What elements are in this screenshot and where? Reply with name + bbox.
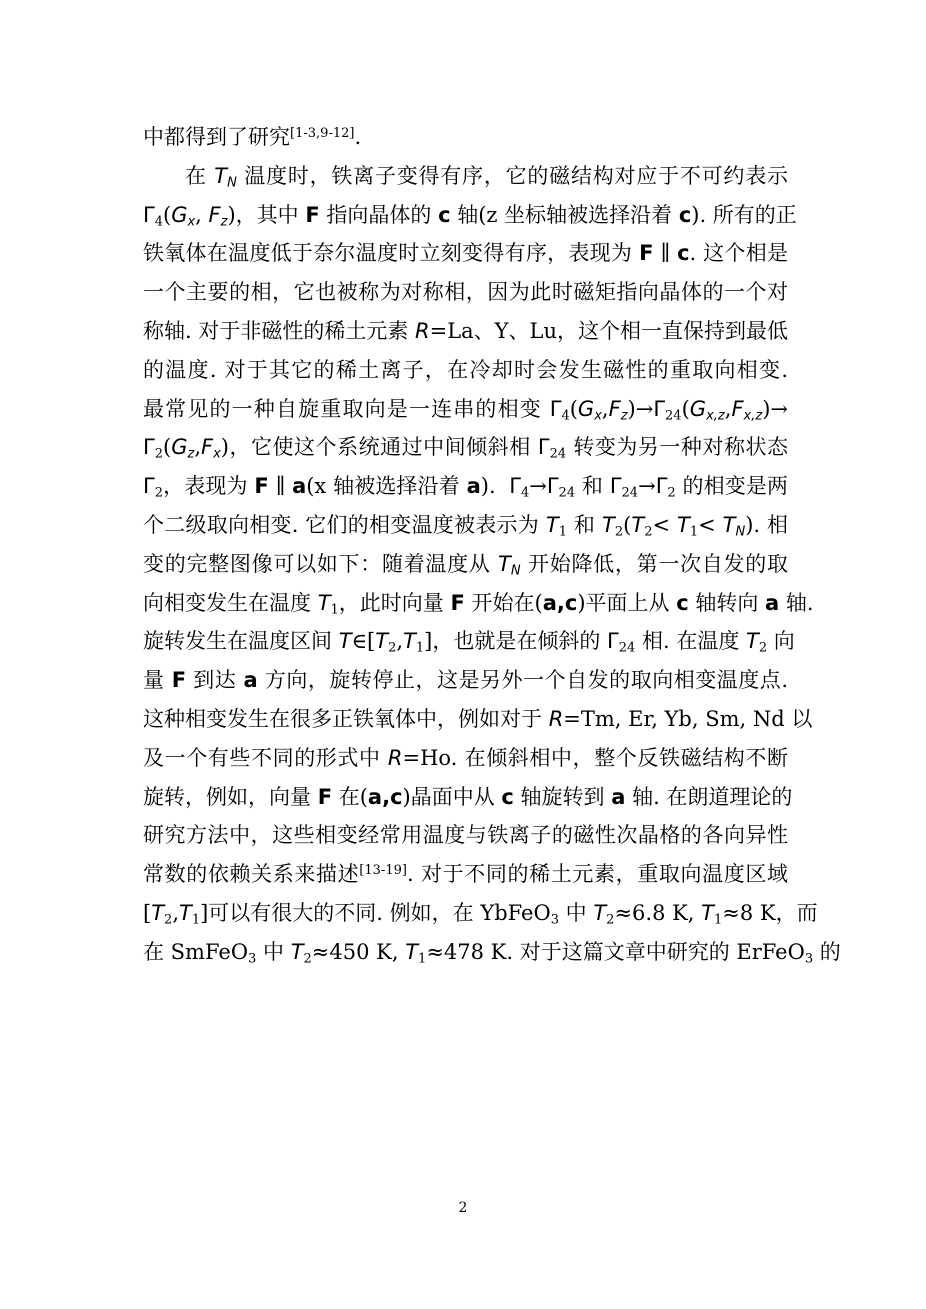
text-line-17: 及一个有些不同的形式中 R=Ho. 在倾斜相中，整个反铁磁结构不断 xyxy=(143,745,788,770)
citation: [13-19] xyxy=(359,862,407,878)
text-line-6: 称轴. 对于非磁性的稀土元素 R=La、Y、Lu，这个相一直保持到最低 xyxy=(143,318,789,343)
text-line-7: 的温度. 对于其它的稀土离子，在冷却时会发生磁性的重取向相变. xyxy=(143,357,788,382)
text-line-1: 中都得到了研究[1-3,9-12]. xyxy=(143,125,362,149)
text-line-4: 铁氧体在温度低于奈尔温度时立刻变得有序，表现为 F ∥ c. 这个相是 xyxy=(143,241,788,266)
paragraph-body xyxy=(143,118,841,972)
page-number: 2 xyxy=(458,1200,468,1216)
text-line-14: 旋转发生在温度区间 $T\in[T_2,T_1]$，也就是在倾斜的 $\Gamma_{24}$ 相. 在温度 $T_2$ 向 xyxy=(143,629,795,656)
text-line-16: 这种相变发生在很多正铁氧体中，例如对于 R=Tm, Er, Yb, Sm, Nd 以 xyxy=(143,706,813,731)
text-line-5: 一个主要的相，它也被称为对称相，因为此时磁矩指向晶体的一个对 xyxy=(143,280,788,305)
text-line-9: $\Gamma_2(G_z,F_x)$，它使这个系统通过中间倾斜相 $\Gamma_{24}$ 转变为另一种对称状态 xyxy=(143,435,788,462)
text-line-21: $[T_2,T_1]$可以有很大的不同. 例如，在 YbFeO$_3$ 中 $T_2\approx 6.8$ K, $T_1\approx 8$ K，而 xyxy=(143,900,818,928)
text-line-12: 变的完整图像可以如下：随着温度从 $T_N$ 开始降低，第一次自发的取 xyxy=(143,551,788,579)
text-line-10: $\Gamma_2$，表现为 F ∥ a(x 轴被选择沿着 a). $\Gamma_4\to\Gamma_{24}$ 和 $\Gamma_{24}\to\Gamma_2$ 的相变是两 xyxy=(143,474,788,501)
text-line-15: 量 F 到达 a 方向，旋转停止，这是另外一个自发的取向相变温度点. xyxy=(143,668,788,693)
text-line-13: 向相变发生在温度 $T_1$，此时向量 F 开始在(a,c)平面上从 c 轴转向 a 轴. xyxy=(143,590,814,617)
text-line-3: $\Gamma_4(G_x$, $F_z$)，其中 F 指向晶体的 c 轴(z 坐标轴被选择沿着 c). 所有的正 xyxy=(143,202,797,229)
text-line-8: 最常见的一种自旋重取向是一连串的相变 $\Gamma_4(G_x,F_z)\to\Gamma_{24}(G_{x,z},F_{x,z})\to$ xyxy=(143,396,788,423)
text-line-2: 在 $T_N$ 温度时，铁离子变得有序，它的磁结构对应于不可约表示 xyxy=(185,163,788,191)
text-line-19: 研究方法中，这些相变经常用温度与铁离子的磁性次晶格的各向异性 xyxy=(143,823,788,848)
text-line-18: 旋转，例如，向量 F 在(a,c)晶面中从 c 轴旋转到 a 轴. 在朗道理论的 xyxy=(143,784,793,809)
citation: [1-3,9-12] xyxy=(290,125,355,141)
text-line-20: 常数的依赖关系来描述[13-19]. 对于不同的稀土元素，重取向温度区域 xyxy=(143,862,788,887)
text-line-22: 在 SmFeO$_3$ 中 $T_2\approx 450$ K, $T_1\approx 478$ K. 对于这篇文章中研究的 ErFeO$_3$ 的 xyxy=(143,939,841,966)
text-line-11: 个二级取向相变. 它们的相变温度被表示为 $T_1$ 和 $T_2(T_2< T_1< T_N)$. 相 xyxy=(143,512,788,540)
